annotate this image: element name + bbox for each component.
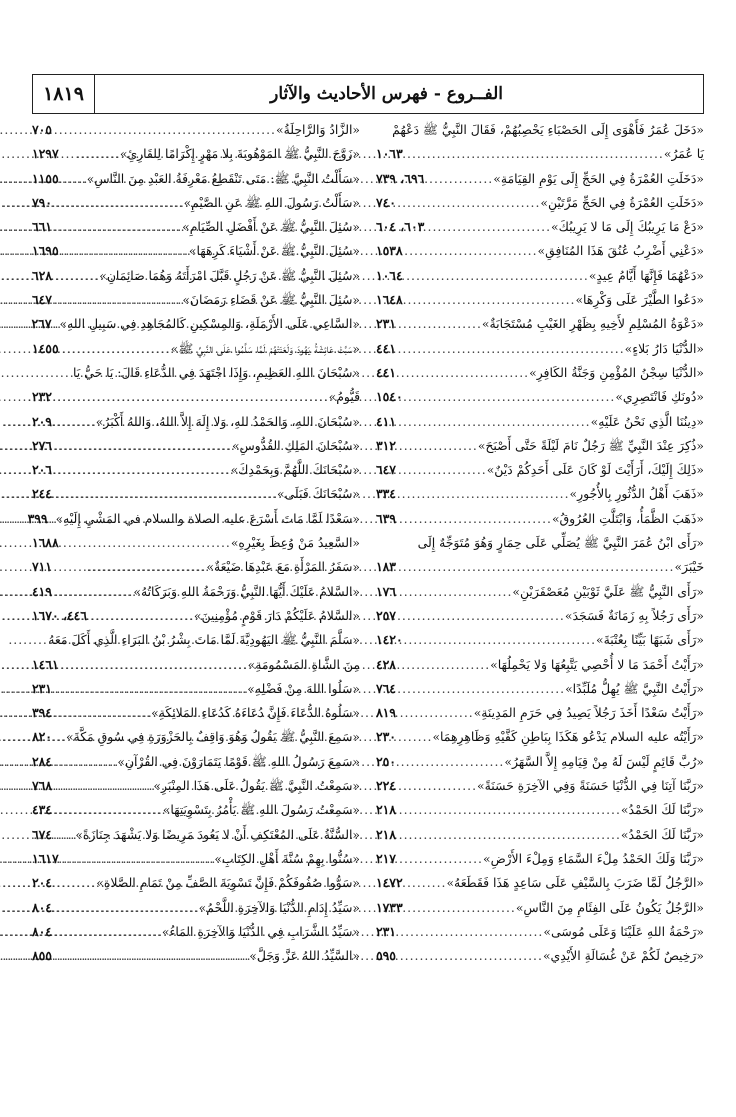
dot-leader bbox=[54, 410, 96, 434]
hadith-text: قَيُّومُ» bbox=[328, 389, 360, 405]
page-reference: ٢٢٤ bbox=[376, 778, 396, 794]
dot-leader bbox=[398, 701, 474, 725]
dot-leader bbox=[398, 750, 504, 774]
dot-leader bbox=[398, 555, 674, 579]
dot-leader bbox=[405, 871, 447, 895]
page-reference: ١٦٨٨ bbox=[32, 535, 59, 551]
dot-leader bbox=[54, 944, 249, 968]
index-entry bbox=[32, 458, 360, 482]
dot-leader bbox=[398, 507, 552, 531]
hadith-text: «دَعْهُمَا فَإِنَّهَا أَيَّامُ عِيدٍ» bbox=[588, 267, 704, 283]
page-reference: ١٨٣ bbox=[376, 559, 396, 575]
dot-leader bbox=[54, 871, 96, 895]
page-reference: ١٤٥٥ bbox=[32, 340, 59, 356]
page-reference: ٧٦٨ bbox=[32, 778, 52, 794]
hadith-text: «سَلُوا اللهَ مِنْ فَضْلِهِ» bbox=[247, 680, 360, 696]
index-entry bbox=[32, 288, 360, 312]
hadith-text: «سَيِّدُ الشَّرَابِ فِي الدُّنْيَا وَالآخِرَةِ المَاءُ» bbox=[161, 923, 360, 939]
hadith-text: «سُبْحَانَ اللهِ، وَالحَمْدُ للهِ، وَلا إِلَهَ إِلاَّ اللهُ، وَاللهُ أَكْبَرُ» bbox=[95, 413, 360, 429]
dot-leader bbox=[54, 677, 247, 701]
index-entry bbox=[32, 580, 360, 604]
hadith-text: «سَفَرُ المَرْأَةِ مَعَ عَبْدِهَا ضَيْعَةٌ» bbox=[206, 559, 360, 575]
page-reference: ٣٩٩ bbox=[27, 510, 48, 526]
index-entry bbox=[32, 701, 360, 725]
hadith-text: «سُبْحَانَ المَلِكِ القُدُّوسِ» bbox=[231, 437, 360, 453]
running-title: الفــروع - فهرس الأحاديث والآثار bbox=[270, 84, 503, 104]
index-entry bbox=[376, 507, 704, 531]
page-reference: ٢٣٠ bbox=[376, 729, 396, 745]
hadith-text: «سُئِلَ النَّبِيُّ ﷺ عَنْ قَضَاءِ رَمَضَانَ» bbox=[182, 292, 360, 308]
page-reference: ٤٤١ bbox=[376, 340, 396, 356]
dot-leader bbox=[405, 239, 538, 263]
hadith-text: خَيْبَرَ» bbox=[674, 559, 704, 575]
page-reference: ٧١١ bbox=[32, 559, 52, 575]
hadith-text: «رَبَّنَا آتِنَا فِي الدُّنْيَا حَسَنَةً وَفِي الآخِرَةِ حَسَنَةً» bbox=[477, 778, 704, 794]
page-reference: ٦٢٨ bbox=[32, 267, 52, 283]
page-reference: ٦٧٤ bbox=[32, 826, 52, 842]
hadith-text: «رَأَى رَجُلاً بِهِ زَمَانَةٌ فَسَجَدَ» bbox=[564, 607, 704, 623]
index-entry bbox=[376, 118, 704, 142]
hadith-text: «رَأَى ابْنُ عُمَرَ النَّبِيَّ ﷺ يُصَلِّي عَلَى حِمَارٍ وَهُوَ مُتَوَجِّهٌ إِلَى bbox=[417, 535, 704, 551]
hadith-text: «سَعْدًا لَمَّا مَاتَ أَسْرَعَ عليه الصلاة والسلام في المَشْيِ إِلَيْهِ» bbox=[55, 510, 360, 526]
dot-leader bbox=[61, 847, 215, 871]
index-entry bbox=[376, 701, 704, 725]
hadith-text: «رَخِيصٌ لَكُمْ عَنْ غُسَالَةِ الأَيْدِي» bbox=[542, 948, 704, 964]
dot-leader bbox=[426, 167, 493, 191]
page-reference: ٧٠٥ bbox=[32, 122, 52, 137]
dot-leader bbox=[54, 823, 75, 847]
page-reference: ٢٠٦ bbox=[32, 462, 52, 478]
index-entry bbox=[376, 312, 704, 336]
index-entry bbox=[376, 653, 704, 677]
index-entry bbox=[376, 847, 704, 871]
dot-leader bbox=[54, 191, 184, 215]
index-entry bbox=[32, 847, 360, 871]
hadith-text: «الدُّنْيَا سِجْنُ المُؤْمِنِ وَجَنَّةُ الكَافِرِ» bbox=[529, 364, 704, 380]
hadith-text: «الزَّادُ وَالرَّاحِلَةُ» bbox=[276, 122, 360, 137]
page-reference: ١٦١٧ bbox=[32, 850, 59, 866]
dot-leader bbox=[398, 312, 482, 336]
dot-leader bbox=[398, 847, 483, 871]
dot-leader bbox=[398, 677, 565, 701]
dot-leader bbox=[405, 385, 616, 409]
page-reference: ٦٦١ bbox=[32, 219, 52, 235]
index-entry bbox=[376, 580, 704, 604]
dot-leader bbox=[398, 458, 487, 482]
index-entry bbox=[32, 871, 360, 895]
page-reference: ١٠٦٤ bbox=[376, 267, 403, 283]
index-entry bbox=[376, 215, 704, 239]
dot-leader bbox=[54, 264, 99, 288]
dot-leader bbox=[54, 774, 153, 798]
hadith-text: «ذَهَبَ الظَّمَأُ، وَابْتَلَّتِ العُرُوقُ» bbox=[551, 510, 704, 526]
hadith-text: «ذُكِرَ عِنْدَ النَّبِيِّ ﷺ رَجُلٌ نَامَ لَيْلَةً حَتَّى أَصْبَحَ» bbox=[477, 437, 704, 453]
hadith-text: «رَحْمَةُ اللهِ عَلَيْنَا وَعَلَى مُوسَى» bbox=[543, 923, 704, 939]
page-reference: ٨٠٤ bbox=[32, 923, 52, 939]
page-reference: ٢٠٩ bbox=[32, 413, 52, 429]
page-reference: ٢٨٤ bbox=[32, 753, 52, 769]
index-entry bbox=[376, 239, 704, 263]
dot-leader bbox=[54, 215, 182, 239]
hadith-text: «سُئِلَ النَّبِيُّ ﷺ عَنْ أَشْيَاءَ كَرِهَهَا» bbox=[188, 243, 360, 259]
dot-leader bbox=[54, 118, 276, 142]
page-reference: ٤٣٤ bbox=[32, 802, 52, 818]
dot-leader bbox=[50, 507, 56, 531]
hadith-text: «السَّيِّدُ اللهُ عَزَّ وَجَلَّ» bbox=[249, 948, 360, 964]
page-reference: ١٤٧٢ bbox=[376, 875, 403, 891]
index-entry bbox=[376, 604, 704, 628]
hadith-text: «رَأَى شَبَهًا بَيِّنًا بِعُتْبَةَ» bbox=[596, 632, 704, 648]
page-reference: ١١٥٥ bbox=[32, 170, 59, 186]
hadith-text: «ذَلِكَ إِلَيْكَ، أَرَأَيْتَ لَوْ كَانَ عَلَى أَحَدِكُمْ دَيْنٌ» bbox=[486, 462, 704, 478]
page-reference: ١٤٢٠ bbox=[376, 632, 403, 648]
hadith-text: «دَعُوا الطَّيْرَ عَلَى وَكْرِهَا» bbox=[575, 292, 704, 308]
hadith-text: «سَمِعْتُ النَّبِيَّ ﷺ يَقُولُ عَلَى هَذَا المِنْبَرِ» bbox=[153, 778, 360, 794]
dot-leader bbox=[398, 920, 543, 944]
page-reference: ٨١٩ bbox=[376, 705, 396, 721]
dot-leader bbox=[398, 604, 565, 628]
page-reference: ٧٦٤ bbox=[376, 680, 396, 696]
dot-leader bbox=[53, 312, 59, 336]
index-entry bbox=[376, 725, 704, 749]
index-entry bbox=[32, 750, 360, 774]
index-entry bbox=[32, 215, 360, 239]
dot-leader bbox=[426, 215, 551, 239]
page-reference: ٥٩٥ bbox=[376, 948, 396, 964]
dot-leader bbox=[89, 604, 194, 628]
dot-leader bbox=[398, 361, 529, 385]
hadith-text: «دِينُنَا الَّذِي نَحْنُ عَلَيْهِ» bbox=[590, 413, 704, 429]
page-reference: ٢٦٧ bbox=[31, 316, 52, 332]
index-entry bbox=[32, 385, 360, 409]
hadith-text: «رَأَيْتُ أَحْمَدَ مَا لا أُحْصِي يَتَّبِعُهَا وَلا يَحْمِلُهَا» bbox=[490, 656, 704, 672]
hadith-text: «سَمِعَ النَّبِيُّ ﷺ يَقُولُ وَهُوَ وَاقِفٌ بِالحَزْوَرَةِ فِي سُوقِ مَكَّةَ» bbox=[65, 729, 360, 745]
hadith-text: «ذَهَبَ أَهْلُ الدُّثُورِ بِالأُجُورِ» bbox=[569, 486, 704, 502]
index-entry bbox=[376, 920, 704, 944]
page-reference: ١٦٩٥ bbox=[32, 243, 59, 259]
index-entry bbox=[376, 774, 704, 798]
dot-leader bbox=[398, 482, 570, 506]
hadith-text: «رَأَيْتُه عليه السلام يَدْعُو هَكَذَا بِبَاطِنِ كَفَّيْهِ وَظَاهِرِهِمَا» bbox=[432, 729, 704, 745]
index-entry bbox=[32, 191, 360, 215]
dot-leader bbox=[398, 191, 540, 215]
index-entry bbox=[32, 482, 360, 506]
index-entry bbox=[376, 823, 704, 847]
hadith-text: «دَعْنِي أَضْرِبُ عُنُقَ هَذَا المُنَافِقِ» bbox=[537, 243, 704, 259]
dot-leader bbox=[54, 725, 66, 749]
page-reference: ٣٣٤ bbox=[376, 486, 396, 502]
page-reference: ٦٤٧ bbox=[376, 462, 396, 478]
hadith-text: «سَأَلْتُ رَسُولَ اللهِ ﷺ عَنِ الصَّيْمِ» bbox=[183, 194, 360, 210]
index-entry bbox=[376, 264, 704, 288]
page-reference: ٢١٨ bbox=[376, 826, 396, 842]
index-entry bbox=[32, 725, 360, 749]
hadith-text: «سُبْحَانَكَ اللَّهُمَّ وَبِحَمْدِكَ» bbox=[230, 462, 360, 478]
dot-leader bbox=[405, 264, 589, 288]
dot-leader bbox=[405, 896, 516, 920]
index-entry bbox=[376, 798, 704, 822]
page-reference: ٢٣١ bbox=[376, 316, 396, 332]
index-entry bbox=[376, 628, 704, 652]
index-entry bbox=[32, 896, 360, 920]
index-entry bbox=[32, 531, 360, 555]
hadith-text: «رَأَيْتُ سَعْدًا أَخَذَ رَجُلاً يَصِيدُ فِي حَرَمِ المَدِينَةِ» bbox=[473, 705, 704, 721]
page-reference: ٢١٧ bbox=[376, 850, 396, 866]
dot-leader bbox=[405, 628, 596, 652]
hadith-text: «الرَّجُلُ لَمَّا ضَرَبَ بِالسَّيْفِ عَلَى سَاعِدٍ هَذَا فَقَطَعَهُ» bbox=[446, 875, 704, 891]
index-entry bbox=[32, 944, 360, 968]
page-reference: ٢٠٤ bbox=[32, 875, 52, 891]
dot-leader bbox=[405, 288, 576, 312]
hadith-text: «رَأَى النَّبِيُّ ﷺ عَلَيَّ ثَوْبَيْنِ مُعَصْفَرَيْنِ» bbox=[512, 583, 704, 599]
page-header bbox=[32, 74, 704, 114]
index-entry bbox=[376, 458, 704, 482]
hadith-text: «دَخَلَتِ العُمْرَةُ فِي الحَجِّ مَرَّتَيْنِ» bbox=[540, 194, 704, 210]
index-entry bbox=[376, 167, 704, 191]
page-reference: ٢٤٤ bbox=[32, 486, 52, 502]
dot-leader bbox=[61, 142, 120, 166]
page-reference: ٢٣١ bbox=[376, 923, 396, 939]
page-reference: ٦٠٣، ٦٠٤ bbox=[376, 219, 425, 235]
page-reference: ٤١١ bbox=[376, 413, 396, 429]
dot-leader bbox=[398, 580, 512, 604]
dot-leader bbox=[398, 410, 591, 434]
hadith-text: «رَأَيْتُ النَّبِيَّ ﷺ يُهِلُّ مُلَبِّدًا» bbox=[565, 680, 704, 696]
page-reference: ٨٠٤ bbox=[32, 899, 52, 915]
hadith-text: «الرَّجُلُ يَكُونُ عَلَى الفِئَامِ مِنَ النَّاسِ» bbox=[515, 899, 704, 915]
index-entry bbox=[32, 361, 360, 385]
page-reference: ٦٩٦، ٧٣٩ bbox=[376, 170, 425, 186]
index-entry bbox=[32, 653, 360, 677]
dot-leader bbox=[398, 774, 477, 798]
dot-leader bbox=[398, 653, 490, 677]
dot-leader bbox=[398, 434, 478, 458]
page-reference: ٢٣٢ bbox=[32, 389, 52, 405]
hadith-text: «زَوَّجَ النَّبِيُّ ﷺ المَوْهُوبَةَ بِلا مَهْرٍ إِكْرَامًا لِلقَارِئِ» bbox=[119, 146, 360, 162]
index-entry bbox=[376, 434, 704, 458]
page-reference: ٨٢٠ bbox=[32, 729, 52, 745]
page-reference: ٦٣٩ bbox=[376, 510, 396, 526]
hadith-text: «دَعْوَةُ المُسْلِمِ لأَخِيهِ بِظَهْرِ الغَيْبِ مُسْتَجَابَةٌ» bbox=[481, 316, 704, 332]
hadith-text: «السَّلامُ عَلَيْكَ أَيُّهَا النَّبِيُّ وَرَحْمَةُ اللهِ وَبَرَكَاتُهُ» bbox=[133, 583, 360, 599]
index-entry bbox=[32, 337, 360, 361]
hadith-text: «سَأَلْتُ النَّبِيَّ ﷺ: مَتَى تَنْقَطِعُ مَعْرِفَةُ العَبْدِ مِنَ النَّاسِ» bbox=[86, 170, 360, 186]
dot-leader bbox=[61, 337, 171, 361]
dot-leader bbox=[398, 823, 621, 847]
index-entry bbox=[376, 410, 704, 434]
index-entry bbox=[376, 482, 704, 506]
hadith-text: «السَّلامُ عَلَيْكُمْ دَارَ قَوْمٍ مُؤْمِنِينَ» bbox=[193, 607, 360, 623]
page-reference: ٤٤٦، ١٦٧٠ bbox=[32, 607, 87, 623]
dot-leader bbox=[54, 920, 162, 944]
index-entry bbox=[376, 871, 704, 895]
index-entry bbox=[32, 410, 360, 434]
hadith-text: «رُبَّ قَائِمٍ لَيْسَ لَهُ مِنْ قِيَامِهِ إِلاَّ السَّهَرُ» bbox=[504, 753, 704, 769]
page-reference: ٢٥٧ bbox=[376, 607, 396, 623]
page-reference: ١٧٦ bbox=[376, 583, 396, 599]
page-reference: ٢٥٠ bbox=[376, 753, 396, 769]
index-entry bbox=[376, 385, 704, 409]
hadith-text: يَا عُمَرُ» bbox=[663, 146, 704, 162]
hadith-text: «سَمِعَ رَسُولُ اللهِ ﷺ قَوْمًا يَتَمَارَوْنَ فِي القُرْآنِ» bbox=[117, 753, 360, 769]
index-entry bbox=[32, 774, 360, 798]
dot-leader bbox=[54, 580, 133, 604]
hadith-text: «دَخَلَ عُمَرُ فَأَهْوَى إِلَى الحَصْبَاءِ يَحْصِبُهُمْ، فَقَالَ النَّبِيُّ ﷺ دَعْهُمْ bbox=[392, 122, 704, 137]
dot-leader bbox=[54, 798, 163, 822]
hadith-text: «دَعْ مَا يَرِيبُكَ إِلَى مَا لا يَرِيبُكَ» bbox=[551, 219, 704, 235]
index-column-right bbox=[376, 118, 704, 968]
dot-leader bbox=[61, 239, 189, 263]
index-entry bbox=[32, 434, 360, 458]
dot-leader bbox=[54, 896, 199, 920]
dot-leader bbox=[398, 944, 543, 968]
hadith-text: «سُئِلَ النَّبِيُّ ﷺ عَنْ رَجُلٍ قَبَّلَ امْرَأَتَهُ وَهُمَا صَائِمَانِ» bbox=[99, 267, 360, 283]
index-entry bbox=[32, 118, 360, 142]
index-entry bbox=[32, 604, 360, 628]
index-entry bbox=[376, 896, 704, 920]
page-reference: ٨٥٥ bbox=[32, 948, 52, 964]
hadith-text: «سُبْحَانَكَ فَبَلَى» bbox=[277, 486, 360, 502]
index-entry bbox=[32, 264, 360, 288]
dot-leader bbox=[398, 725, 432, 749]
page-reference: ٢٧٦ bbox=[32, 437, 52, 453]
page-reference: ١٥٤٠ bbox=[376, 389, 403, 405]
dot-leader bbox=[54, 434, 232, 458]
hadith-text: «سَيِّدُ إِدَامِ الدُّنْيَا وَالآخِرَةِ اللَّحْمُ» bbox=[198, 899, 360, 915]
page-reference: ١٠٦٣ bbox=[376, 146, 403, 162]
dot-leader bbox=[61, 167, 87, 191]
page-reference: ٧٤٠ bbox=[376, 194, 396, 210]
dot-leader bbox=[54, 701, 151, 725]
page-reference: ٣١٢ bbox=[376, 437, 396, 453]
dot-leader bbox=[61, 653, 248, 677]
dot-leader bbox=[61, 531, 231, 555]
hadith-text: «سُبْحَانَ اللهِ العَظِيمِ، وَإِذَا اجْتَهَدَ فِي الدُّعَاءِ قَالَ: يَا حَيُّ يَا bbox=[73, 364, 360, 380]
dot-leader bbox=[54, 750, 117, 774]
hadith-text: «رَبَّنَا لَكَ الحَمْدُ» bbox=[620, 802, 704, 818]
dot-leader bbox=[54, 482, 277, 506]
hadith-text: «السُّنَّةُ عَلَى المُعْتَكِفِ أَنْ لا يَعُودَ مَرِيضًا وَلا يَشْهَدَ جِنَازَةً» bbox=[75, 826, 360, 842]
index-entry bbox=[32, 312, 360, 336]
hadith-text: «سَلُوهُ الدُّعَاءَ فَإِنَّ دُعَاءَهُ كَدُعَاءِ المَلائِكَةِ» bbox=[151, 705, 360, 721]
index-entry bbox=[32, 823, 360, 847]
index-entry bbox=[376, 677, 704, 701]
hadith-text: «السَّعِيدُ مَنْ وُعِظَ بِغَيْرِهِ» bbox=[230, 535, 360, 551]
index-entry bbox=[376, 944, 704, 968]
dot-leader bbox=[54, 385, 329, 409]
index-entry bbox=[376, 555, 704, 579]
dot-leader bbox=[398, 798, 621, 822]
hadith-text: «رَبَّنَا لَكَ الحَمْدُ» bbox=[620, 826, 704, 842]
index-entry bbox=[376, 750, 704, 774]
hadith-text: «سَمِعْتُ رَسُولَ اللهِ ﷺ يَأْمُرُ بِتَسْوِيَتِهَا» bbox=[162, 802, 360, 818]
index-entry bbox=[32, 555, 360, 579]
index-entry bbox=[376, 191, 704, 215]
hadith-text: «الدُّنْيَا دَارُ بَلاءٍ» bbox=[624, 340, 704, 356]
index-entry bbox=[32, 677, 360, 701]
page-reference: ٤٢٨ bbox=[376, 656, 396, 672]
hadith-text: «السَّاعِي عَلَى الأَرْمَلَةِ، وَالمِسْكِينِ كَالمُجَاهِدِ فِي سَبِيلِ اللهِ» bbox=[59, 316, 360, 332]
index-entry bbox=[27, 507, 360, 531]
index-entry bbox=[32, 628, 360, 652]
page-number: ١٨١٩ bbox=[33, 75, 95, 113]
hadith-text: «سُئِلَ النَّبِيُّ ﷺ عَنْ أَفْضَلِ الصِّيَامِ» bbox=[182, 219, 360, 235]
hadith-text: «سَلَّمَ النَّبِيُّ ﷺ اليَهُودِيَّةَ لَمَّا مَاتَ بِشْرُ بْنُ البَرَاءِ الَّذِي أَكَلَ مَعَهُ bbox=[48, 632, 360, 648]
hadith-text: «رَبَّنَا وَلَكَ الحَمْدُ مِلْءَ السَّمَاءِ وَمِلْءَ الأَرْضِ» bbox=[482, 850, 704, 866]
page-reference: ٤٤١ bbox=[376, 364, 396, 380]
hadith-text: «دَخَلَتِ العُمْرَةُ فِي الحَجِّ إِلَى يَوْمِ القِيَامَةِ» bbox=[493, 170, 704, 186]
page-reference: ١٦٤٨ bbox=[376, 292, 403, 308]
page-reference: ١٥٣٨ bbox=[376, 243, 403, 259]
dot-leader bbox=[405, 142, 664, 166]
hadith-text: «سَوُّوا صُفُوفَكُمْ فَإِنَّ تَسْوِيَةَ الصَّفِّ مِنْ تَمَامِ الصَّلاةِ» bbox=[96, 875, 360, 891]
page-reference: ٧٩٠ bbox=[32, 194, 52, 210]
page-reference: ١٤٦١ bbox=[32, 656, 59, 672]
dot-leader bbox=[398, 337, 625, 361]
page-reference: ٢١٨ bbox=[376, 802, 396, 818]
index-entry bbox=[376, 288, 704, 312]
index-entry bbox=[376, 361, 704, 385]
page-reference: ٣٩٤ bbox=[32, 705, 52, 721]
index-entry bbox=[32, 142, 360, 166]
page-reference: ١٧٣٣ bbox=[376, 899, 403, 915]
index-entry bbox=[376, 142, 704, 166]
index-entry bbox=[376, 531, 704, 555]
page-reference: ٢٣١ bbox=[32, 680, 52, 696]
page-reference: ١٢٩٧ bbox=[32, 146, 59, 162]
hadith-text: مِنَ الشَّاةِ المَسْمُومَةِ» bbox=[247, 656, 360, 672]
index-entry bbox=[32, 920, 360, 944]
hadith-text: «سَبَّتْ عَائِشَةُ يَهُودَ وَلَعَنَتْهُمْ لَمَّا سَلَّمُوا عَلَى النَّبِيِّ ﷺ» bbox=[170, 340, 360, 356]
dot-leader bbox=[54, 555, 206, 579]
index-entry bbox=[32, 798, 360, 822]
dot-leader bbox=[54, 288, 182, 312]
index-entry bbox=[376, 337, 704, 361]
hadith-text: «سُنُّوا بِهِمْ سُنَّةَ أَهْلِ الكِتَابِ» bbox=[214, 850, 360, 866]
page-reference: ٦٤٧ bbox=[32, 292, 52, 308]
index-entry bbox=[32, 239, 360, 263]
dot-leader bbox=[54, 458, 231, 482]
index-entry bbox=[32, 167, 360, 191]
index-column-left bbox=[27, 118, 360, 968]
page-reference: ٤١٩ bbox=[32, 583, 52, 599]
hadith-text: «دُونَكِ فَانْتَصِرِي» bbox=[615, 389, 704, 405]
